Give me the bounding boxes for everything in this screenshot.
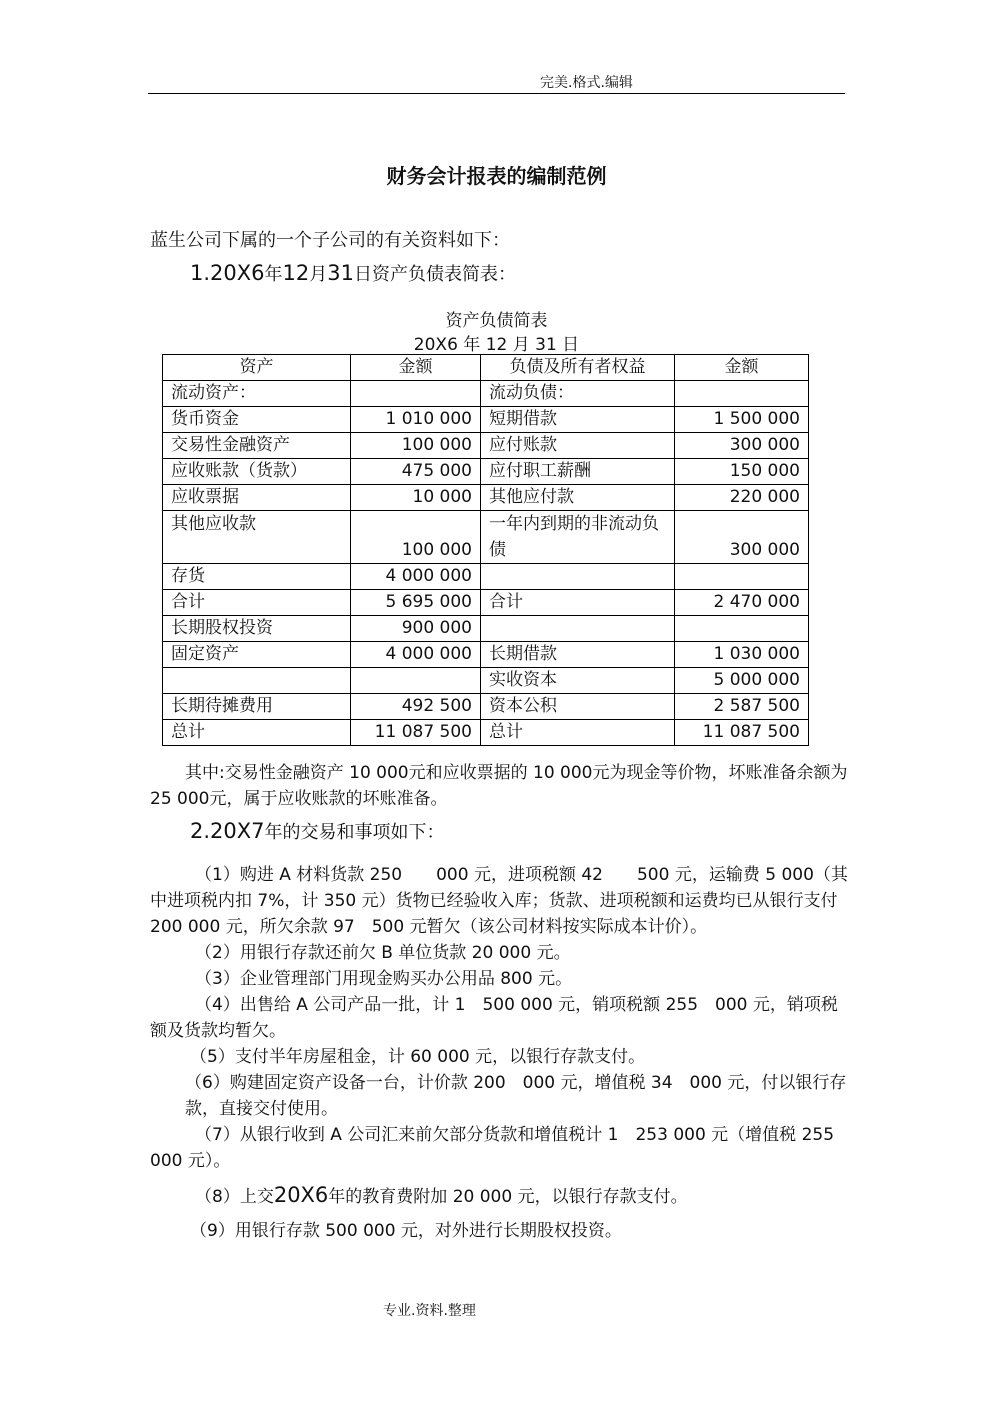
asset-cell: 合计 xyxy=(163,590,351,616)
balance-sheet-table xyxy=(162,354,809,746)
section-1-year-char: 年 xyxy=(264,264,283,285)
header-asset: 资产 xyxy=(163,355,351,381)
amount-cell: 11 087 500 xyxy=(675,720,809,746)
table-title: 资产负债简表 xyxy=(445,311,548,331)
header-amount: 金额 xyxy=(675,355,809,381)
asset-cell: 长期待摊费用 xyxy=(163,694,351,720)
table-row xyxy=(163,433,809,459)
list-item: （2）用银行存款还前欠 B 单位货款 20 000 元。 xyxy=(195,943,571,963)
amount-cell: 1 030 000 xyxy=(675,642,809,668)
asset-cell: 应收票据 xyxy=(163,485,351,511)
amount-cell: 300 000 xyxy=(675,511,809,564)
section-1-month-char: 月 xyxy=(309,264,328,285)
section-2-prefix: 2.20X7 xyxy=(190,819,265,843)
table-row xyxy=(163,485,809,511)
list-item: （3）企业管理部门用现金购买办公用品 800 元。 xyxy=(195,969,573,989)
list-item: （4）出售给 A 公司产品一批，计 1 500 000 元，销项税额 255 000 元，销项税额及货款均暂欠。 xyxy=(150,995,838,1041)
intro-text: 蓝生公司下属的一个子公司的有关资料如下： xyxy=(150,230,510,251)
asset-cell: 流动资产： xyxy=(163,381,351,407)
section-2-heading xyxy=(190,818,445,844)
list-item: （1）购进 A 材料货款 250 000 元，进项税额 42 500 元，运输费 5 000（其中进项税内扣 7%，计 350 元）货物已经验收入库；货款、进项税额和运费均已从银行支付 200 000 元，所欠余款 97 500 元暂欠（该公司材料按实际成本计价）。 xyxy=(150,865,848,937)
amount-cell xyxy=(351,381,481,407)
amount-cell: 4 000 000 xyxy=(351,642,481,668)
liability-cell xyxy=(481,564,675,590)
page-footer: 专业.资料.整理 xyxy=(383,1303,476,1319)
list-item: （9）用银行存款 500 000 元，对外进行长期股权投资。 xyxy=(190,1221,622,1241)
list-item: （6）购建固定资产设备一台，计价款 200 000 元，增值税 34 000 元，付以银行存款，直接交付使用。 xyxy=(185,1073,847,1119)
amount-cell: 11 087 500 xyxy=(351,720,481,746)
amount-cell: 475 000 xyxy=(351,459,481,485)
section-2-suffix: 年的交易和事项如下： xyxy=(264,822,445,843)
section-1-heading xyxy=(190,260,516,286)
table-row xyxy=(163,590,809,616)
liability-cell: 流动负债： xyxy=(481,381,675,407)
table-row xyxy=(163,381,809,407)
liability-cell: 应付职工薪酬 xyxy=(481,459,675,485)
asset-cell: 应收账款（货款） xyxy=(163,459,351,485)
table-row xyxy=(163,642,809,668)
asset-cell: 交易性金融资产 xyxy=(163,433,351,459)
document-title: 财务会计报表的编制范例 xyxy=(386,164,607,188)
amount-cell: 5 000 000 xyxy=(675,668,809,694)
amount-cell: 100 000 xyxy=(351,511,481,564)
section-1-suffix: 日资产负债表简表： xyxy=(353,264,516,285)
liability-cell xyxy=(481,616,675,642)
table-row xyxy=(163,694,809,720)
amount-cell: 900 000 xyxy=(351,616,481,642)
asset-cell: 固定资产 xyxy=(163,642,351,668)
section-1-month: 12 xyxy=(282,261,310,285)
page-header: 完美.格式.编辑 xyxy=(540,75,633,91)
item-8-year: 20X6 xyxy=(273,1183,329,1207)
asset-cell xyxy=(163,668,351,694)
table-row xyxy=(163,407,809,433)
header-amount: 金额 xyxy=(351,355,481,381)
liability-cell: 短期借款 xyxy=(481,407,675,433)
header-rule xyxy=(148,93,845,94)
section-1-day: 31 xyxy=(327,261,354,285)
liability-cell: 其他应付款 xyxy=(481,485,675,511)
amount-cell: 100 000 xyxy=(351,433,481,459)
liability-cell: 一年内到期的非流动负债 xyxy=(481,511,675,564)
liability-cell: 实收资本 xyxy=(481,668,675,694)
amount-cell: 2 587 500 xyxy=(675,694,809,720)
asset-cell: 货币资金 xyxy=(163,407,351,433)
table-row xyxy=(163,564,809,590)
amount-cell: 5 695 000 xyxy=(351,590,481,616)
liability-cell: 合计 xyxy=(481,590,675,616)
amount-cell xyxy=(675,564,809,590)
liability-cell: 资本公积 xyxy=(481,694,675,720)
item-8-end: 年的教育费附加 20 000 元，以银行存款支付。 xyxy=(328,1187,688,1207)
table-row xyxy=(163,616,809,642)
amount-cell: 220 000 xyxy=(675,485,809,511)
asset-cell: 存货 xyxy=(163,564,351,590)
table-row xyxy=(163,720,809,746)
transaction-list xyxy=(150,862,850,1244)
section-1-prefix: 1.20X6 xyxy=(190,261,265,285)
table-row xyxy=(163,511,809,564)
amount-cell: 4 000 000 xyxy=(351,564,481,590)
asset-cell: 总计 xyxy=(163,720,351,746)
amount-cell: 10 000 xyxy=(351,485,481,511)
liability-cell: 应付账款 xyxy=(481,433,675,459)
list-item: （7）从银行收到 A 公司汇来前欠部分货款和增值税计 1 253 000 元（增值税 255 000 元）。 xyxy=(150,1125,835,1171)
amount-cell: 1 010 000 xyxy=(351,407,481,433)
liability-cell: 总计 xyxy=(481,720,675,746)
amount-cell xyxy=(675,616,809,642)
amount-cell: 2 470 000 xyxy=(675,590,809,616)
amount-cell: 150 000 xyxy=(675,459,809,485)
table-header-row xyxy=(163,355,809,381)
table-row xyxy=(163,668,809,694)
header-liability: 负债及所有者权益 xyxy=(481,355,675,381)
asset-cell: 长期股权投资 xyxy=(163,616,351,642)
amount-cell xyxy=(351,668,481,694)
table-date: 20X6 年 12 月 31 日 xyxy=(413,335,580,355)
table-row xyxy=(163,459,809,485)
amount-cell: 300 000 xyxy=(675,433,809,459)
amount-cell: 1 500 000 xyxy=(675,407,809,433)
liability-cell: 长期借款 xyxy=(481,642,675,668)
amount-cell: 492 500 xyxy=(351,694,481,720)
list-item: （5）支付半年房屋租金，计 60 000 元，以银行存款支付。 xyxy=(190,1047,646,1067)
item-8-start: （8）上交 xyxy=(195,1187,274,1207)
amount-cell xyxy=(675,381,809,407)
asset-cell: 其他应收款 xyxy=(163,511,351,564)
table-note: 其中:交易性金融资产 10 000元和应收票据的 10 000元为现金等价物，坏账准备余额为 25 000元，属于应收账款的坏账准备。 xyxy=(150,763,848,809)
list-item xyxy=(150,1182,850,1210)
